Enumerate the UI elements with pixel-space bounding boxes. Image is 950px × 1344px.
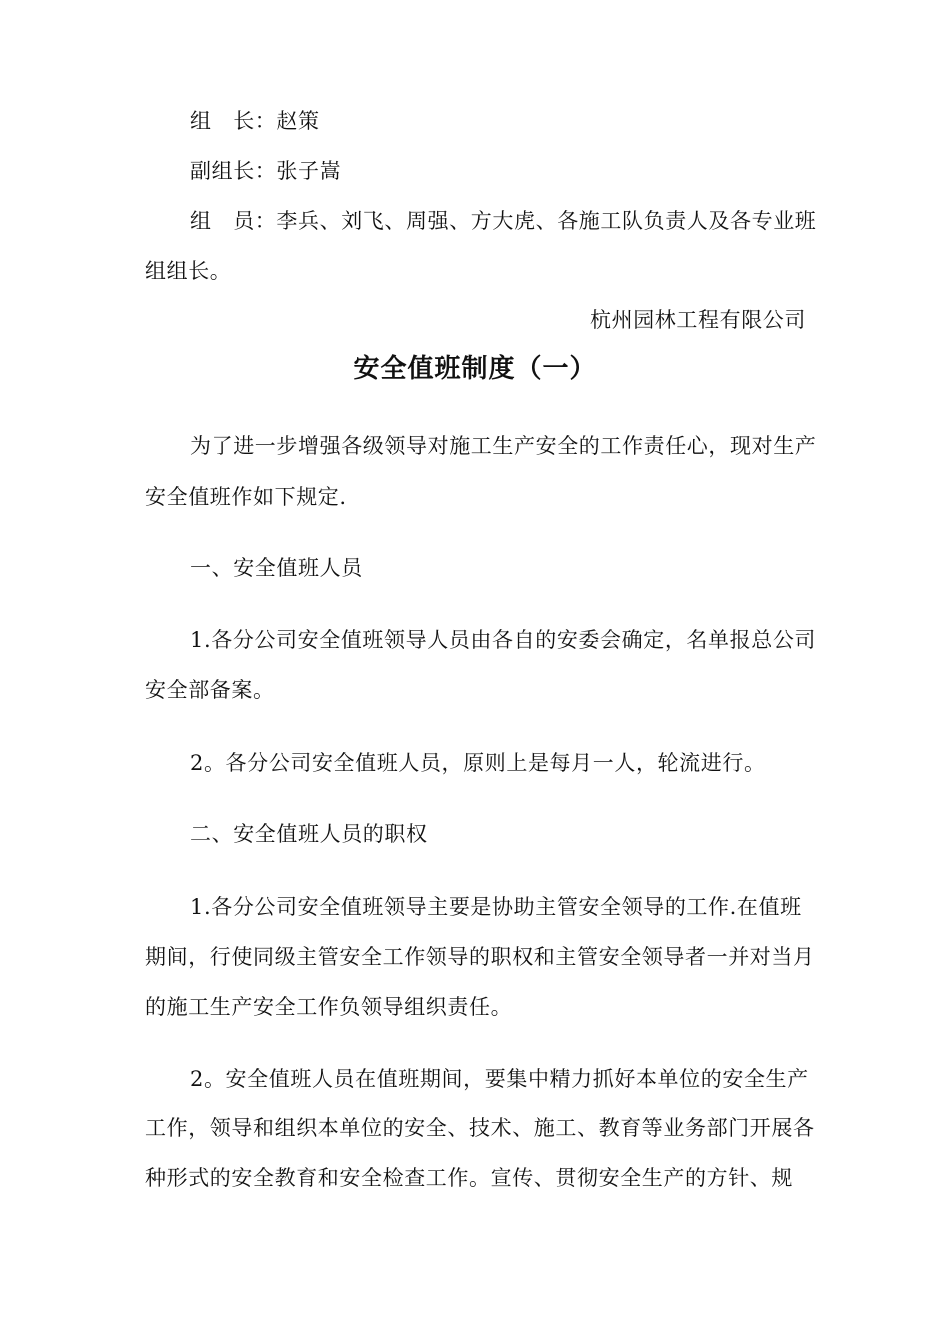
intro-paragraph-line-2: 安全值班作如下规定.	[145, 485, 347, 509]
section-2-item-1-line-1: 1.各分公司安全值班领导主要是协助主管安全领导的工作.在值班	[190, 895, 802, 919]
section-2-item-1-line-2: 期间，行使同级主管安全工作领导的职权和主管安全领导者一并对当月	[145, 945, 815, 969]
section-2-item-2-line-2: 工作，领导和组织本单位的安全、技术、施工、教育等业务部门开展各	[145, 1116, 815, 1140]
section-1-item-1-line-1: 1.各分公司安全值班领导人员由各自的安委会确定，名单报总公司	[190, 628, 817, 652]
deputy-leader-line: 副组长：张子嵩	[190, 159, 342, 183]
group-leader-line: 组 长：赵策	[190, 109, 320, 133]
document-title: 安全值班制度（一）	[353, 354, 597, 384]
section-2-item-2-line-1: 2。安全值班人员在值班期间，要集中精力抓好本单位的安全生产	[190, 1067, 809, 1091]
intro-paragraph-line-1: 为了进一步增强各级领导对施工生产安全的工作责任心，现对生产	[190, 434, 817, 458]
section-1-item-2: 2。各分公司安全值班人员，原则上是每月一人，轮流进行。	[190, 751, 766, 775]
group-members-line-continued: 组组长。	[145, 259, 232, 283]
group-members-line: 组 员：李兵、刘飞、周强、方大虎、各施工队负责人及各专业班	[190, 209, 817, 233]
section-2-item-2-line-3: 种形式的安全教育和安全检查工作。宣传、贯彻安全生产的方针、规	[145, 1166, 793, 1190]
company-signature: 杭州园林工程有限公司	[590, 308, 806, 332]
section-2-heading: 二、安全值班人员的职权	[190, 822, 428, 846]
section-2-item-1-line-3: 的施工生产安全工作负领导组织责任。	[145, 995, 513, 1019]
section-1-item-1-line-2: 安全部备案。	[145, 678, 275, 702]
section-1-heading: 一、安全值班人员	[190, 556, 363, 580]
